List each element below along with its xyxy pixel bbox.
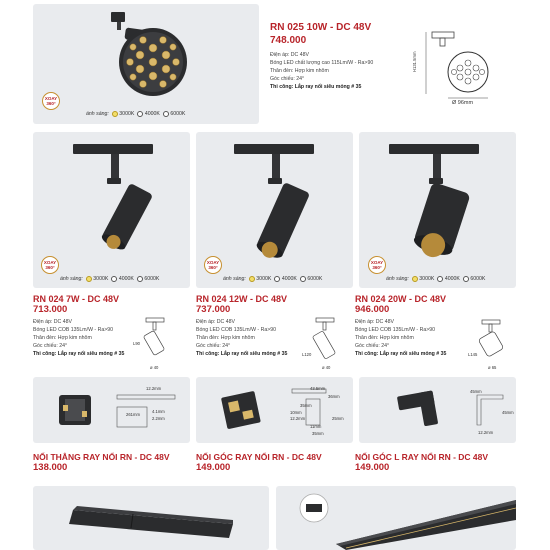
product-price: 748.000	[270, 35, 307, 46]
connector-price-2: 149.000	[196, 462, 231, 473]
light-option-3000k[interactable]: 3000K	[249, 276, 272, 282]
rn024-7w-dimension-drawing	[140, 316, 170, 362]
rail-connector-photo	[33, 486, 269, 550]
light-option-3000k[interactable]: 3000K	[412, 276, 435, 282]
top-light-options	[86, 111, 185, 117]
connector-title-2: NỐI GÓC RAY NỔI RN - DC 48V	[196, 452, 322, 462]
rn025-dimension-drawing	[418, 30, 508, 110]
light-options-2: ánh sáng: 3000K 4000K 6000K	[223, 276, 323, 282]
light-option-6000k[interactable]: 6000K	[463, 276, 486, 282]
light-option-3000k[interactable]: 3000K	[112, 111, 135, 117]
spec-led: Bóng LED chất lượng cao 115Lm/W - Ra>90	[270, 60, 374, 66]
product-title: RN 024 20W - DC 48V	[355, 294, 447, 304]
rotate-360-badge-1: XOAY 360°	[41, 256, 59, 274]
rail-photo	[276, 486, 516, 550]
product-info-2: RN 024 12W - DC 48V 737.000 Điện áp: DC 48V Bóng LED COB 135Lm/W - Ra>90 Thân đèn: Hợp kim nhôm Góc chiếu: 24° Thi công: Lắp ray nổi siêu mỏng # 35	[196, 294, 288, 357]
light-option-4000k[interactable]: 4000K	[111, 276, 134, 282]
spec-angle: Góc chiếu: 24°	[270, 76, 305, 82]
corner-connector-image	[196, 377, 353, 443]
spec-voltage: Điện áp: DC 48V	[270, 52, 309, 58]
product-info-1: RN 024 7W - DC 48V 713.000 Điện áp: DC 48V Bóng LED COB 135Lm/W - Ra>90 Thân đèn: Hợp kim nhôm Góc chiếu: 24° Thi công: Lắp ray nổi siêu mỏng # 35	[33, 294, 125, 357]
light-label: ánh sáng:	[86, 111, 109, 117]
product-price: 713.000	[33, 304, 68, 315]
rotate-360-badge-3: XOAY 360°	[368, 256, 386, 274]
light-option-4000k[interactable]: 4000K	[137, 111, 160, 117]
rotate-360-badge: XOAY 360°	[42, 92, 60, 110]
light-option-4000k[interactable]: 4000K	[274, 276, 297, 282]
connector-price-3: 149.000	[355, 462, 390, 473]
spec-body: Thân đèn: Hợp kim nhôm	[270, 68, 329, 74]
rotate-360-badge-2: XOAY 360°	[204, 256, 222, 274]
rn025-fixture-image	[33, 4, 259, 124]
light-option-6000k[interactable]: 6000K	[137, 276, 160, 282]
light-option-6000k[interactable]: 6000K	[163, 111, 186, 117]
rn024-12w-dimension-drawing	[310, 316, 340, 366]
dim-height-label: H131.5mm	[412, 51, 417, 72]
product-price: 737.000	[196, 304, 231, 315]
straight-connector-image	[33, 377, 190, 443]
product-title: RN 024 12W - DC 48V	[196, 294, 288, 304]
connector-title-1: NỐI THẲNG RAY NỔI RN - DC 48V	[33, 452, 170, 462]
light-options-3: ánh sáng: 3000K 4000K 6000K	[386, 276, 486, 282]
product-title: RN 024 7W - DC 48V	[33, 294, 120, 304]
connector-price-1: 138.000	[33, 462, 68, 473]
light-option-6000k[interactable]: 6000K	[300, 276, 323, 282]
connector-title-3: NỐI GÓC L RAY NỔI RN - DC 48V	[355, 452, 489, 462]
rail-panel-1	[33, 486, 269, 550]
dim-diameter-label: Ø 96mm	[452, 100, 474, 106]
connector-panel-2	[196, 377, 353, 443]
top-product-info	[270, 22, 373, 91]
product-title: RN 025 10W - DC 48V	[270, 22, 372, 33]
product-info-3: RN 024 20W - DC 48V 946.000 Điện áp: DC 48V Bóng LED COB 135Lm/W - Ra>90 Thân đèn: Hợp kim nhôm Góc chiếu: 24° Thi công: Lắp ray nổi siêu mỏng # 35	[355, 294, 447, 357]
rn024-20w-dimension-drawing	[474, 318, 508, 364]
light-options-1: ánh sáng: 3000K 4000K 6000K	[60, 276, 160, 282]
connector-panel-1	[33, 377, 190, 443]
spec-install: Thi công: Lắp ray nổi siêu mỏng # 35	[270, 84, 362, 90]
rail-panel-2	[276, 486, 516, 550]
top-product-panel	[33, 4, 259, 124]
product-price: 946.000	[355, 304, 390, 315]
light-option-3000k[interactable]: 3000K	[86, 276, 109, 282]
light-option-4000k[interactable]: 4000K	[437, 276, 460, 282]
